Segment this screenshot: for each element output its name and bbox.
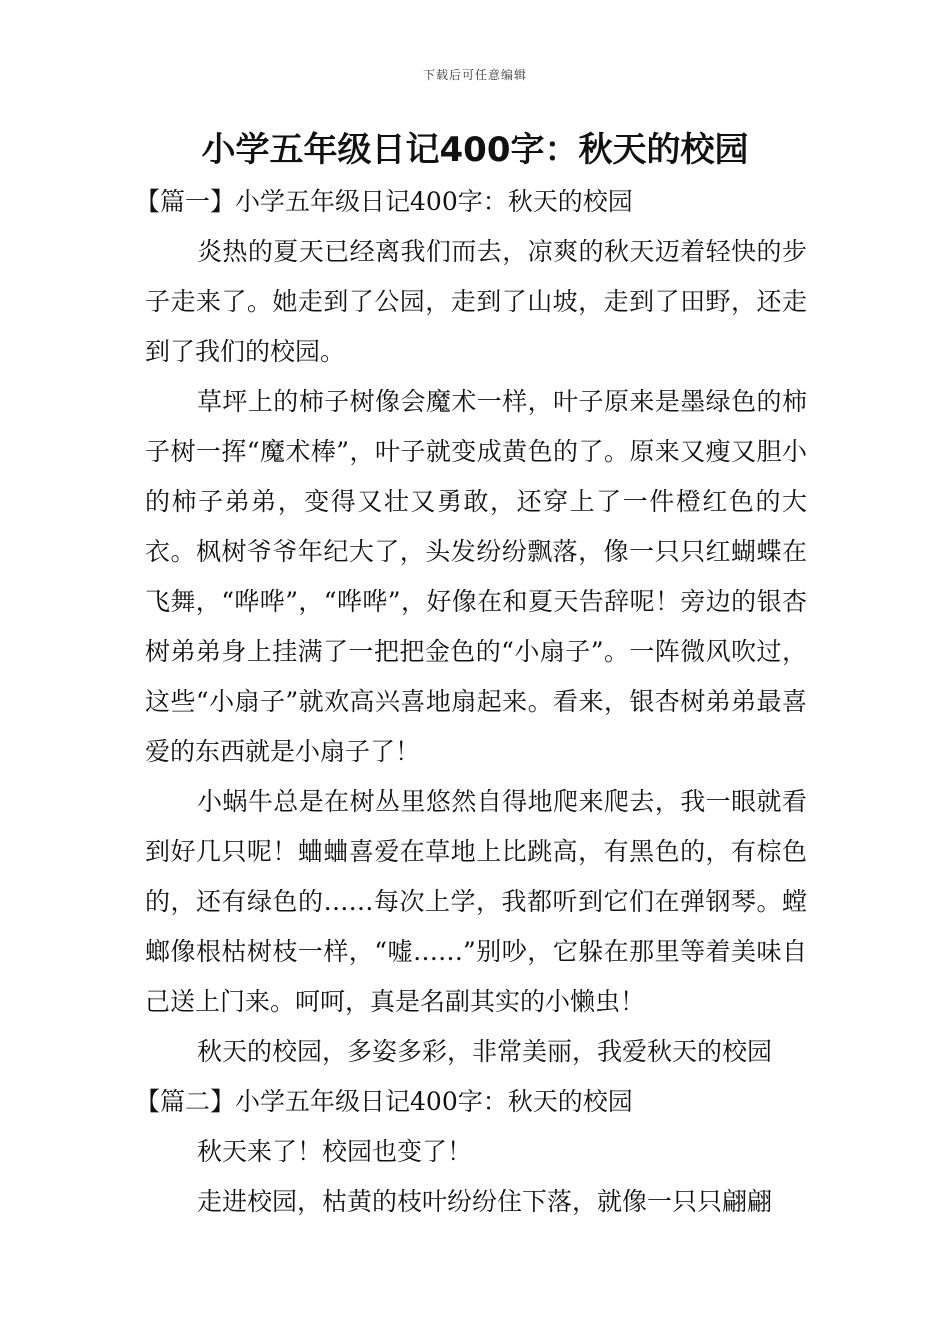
document-body	[135, 177, 807, 1227]
section-heading-2: 【篇二】小学五年级日记400字：秋天的校园	[135, 1087, 633, 1116]
paragraph: 走进校园，枯黄的枝叶纷纷住下落，就像一只只翩翩	[197, 1187, 773, 1216]
section-heading-1: 【篇一】小学五年级日记400字：秋天的校园	[135, 187, 633, 216]
paragraph: 草坪上的柿子树像会魔术一样，叶子原来是墨绿色的柿子树一挥“魔术棒”，叶子就变成黄色的了。原来又瘦又胆小的柿子弟弟，变得又壮又勇敢，还穿上了一件橙红色的大衣。枫树爷爷年纪大了，头发纷纷飘落，像一只只红蝴蝶在飞舞，“哗哗”，“哗哗”，好像在和夏天告辞呢！旁边的银杏树弟弟身上挂满了一把把金色的“小扇子”。一阵微风吹过，这些“小扇子”就欢高兴喜地扇起来。看来，银杏树弟弟最喜爱的东西就是小扇子了！	[145, 387, 807, 766]
paragraph: 秋天来了！校园也变了！	[197, 1137, 473, 1166]
paragraph: 秋天的校园，多姿多彩，非常美丽，我爱秋天的校园	[197, 1037, 773, 1066]
document-title: 小学五年级日记400字：秋天的校园	[201, 130, 749, 170]
header-note: 下载后可任意编辑	[422, 68, 527, 82]
paragraph: 炎热的夏天已经离我们而去，凉爽的秋天迈着轻快的步子走来了。她走到了公园，走到了山坡，走到了田野，还走到了我们的校园。	[145, 237, 807, 366]
paragraph: 小蜗牛总是在树丛里悠然自得地爬来爬去，我一眼就看到好几只呢！蛐蛐喜爱在草地上比跳高，有黑色的，有棕色的，还有绿色的……每次上学，我都听到它们在弹钢琴。螳螂像根枯树枝一样，“嘘……”别吵，它躲在那里等着美味自己送上门来。呵呵，真是名副其实的小懒虫！	[145, 787, 807, 1016]
